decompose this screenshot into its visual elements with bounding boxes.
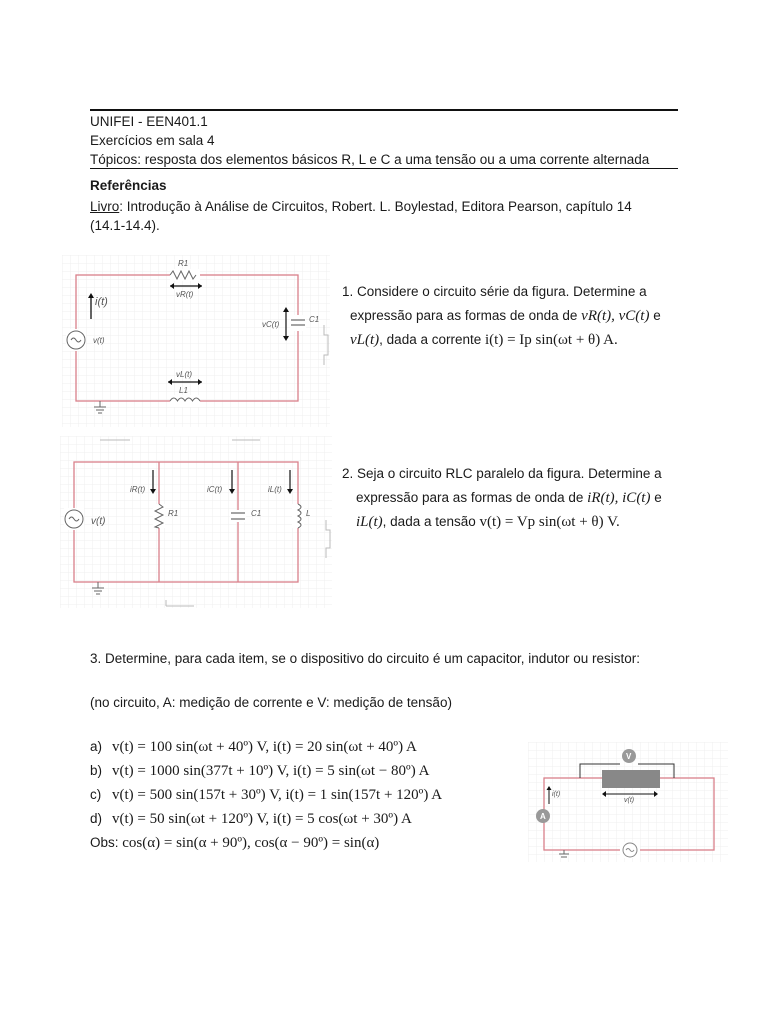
q3-item: b) v(t) = 1000 sin(377t + 10º) V, i(t) = 5 sin(ωt − 80º) A — [90, 763, 430, 779]
unknown-device — [602, 770, 660, 788]
voltmeter-label: V — [626, 752, 632, 761]
fig1-r-label: R1 — [178, 259, 189, 268]
exercise-subtitle: Exercícios em sala 4 — [90, 133, 215, 148]
reference-book — [90, 198, 632, 215]
course-code: UNIFEI - EEN401.1 — [90, 114, 208, 129]
parallel-circuit-figure — [60, 436, 332, 608]
q3-obs: Obs: cos(α) = sin(α + 90º), cos(α − 90º) = sin(α) — [90, 835, 380, 851]
series-circuit-figure — [62, 255, 330, 427]
fig2-v-label: v(t) — [91, 516, 106, 527]
top-rule — [90, 109, 678, 111]
ammeter-label: A — [540, 812, 546, 821]
reference-sections: (14.1-14.4). — [90, 218, 160, 233]
fig1-vl-label: vL(t) — [176, 370, 192, 379]
q3-item: c) v(t) = 500 sin(157t + 30º) V, i(t) = 1 sin(157t + 120º) A — [90, 787, 443, 803]
book-text: : Introdução à Análise de Circuitos, Robert. L. Boylestad, Editora Pearson, — [119, 199, 563, 214]
book-chapter: capítulo 14 — [562, 199, 632, 214]
fig1-c-label: C1 — [309, 315, 320, 324]
fig1-l-label: L1 — [179, 386, 188, 395]
fig2-ic-label: iC(t) — [207, 485, 223, 494]
question-3-items — [90, 738, 510, 858]
question-1 — [342, 280, 678, 352]
fig2-il-label: iL(t) — [268, 485, 282, 494]
topics-line: Tópicos: resposta dos elementos básicos R, L e C a uma tensão ou a uma corrente alternada — [90, 152, 650, 167]
q1-line2: expressão para as formas de onda de vR(t), vC(t) e — [350, 308, 661, 324]
fig1-vc-label: vC(t) — [262, 320, 280, 329]
fig1-vr-label: vR(t) — [176, 290, 194, 299]
q1-line3: vL(t), dada a corrente i(t) = Ip sin(ωt + θ) A. — [350, 332, 618, 348]
question-2 — [342, 462, 678, 534]
references-heading: Referências — [90, 178, 167, 193]
q1-line1: 1. Considere o circuito série da figura. Determine a — [342, 284, 647, 299]
fig3-v-label: v(t) — [624, 797, 635, 804]
topics-underline — [90, 168, 678, 169]
q2-line2: expressão para as formas de onda de iR(t), iC(t) e — [356, 490, 662, 506]
fig1-i-label: i(t) — [95, 296, 108, 308]
q2-line1: 2. Seja o circuito RLC paralelo da figura. Determine a — [342, 466, 662, 481]
question-3-note: (no circuito, A: medição de corrente e V: medição de tensão) — [90, 695, 452, 710]
q2-line3: iL(t), dada a tensão v(t) = Vp sin(ωt + θ) V. — [356, 514, 620, 530]
fig2-r-label: R1 — [168, 509, 179, 518]
question-3-statement: 3. Determine, para cada item, se o dispositivo do circuito é um capacitor, indutor ou resistor: — [90, 651, 641, 666]
fig2-c-label: C1 — [251, 509, 262, 518]
measurement-circuit-figure — [528, 742, 728, 862]
fig2-ir-label: iR(t) — [130, 485, 146, 494]
fig1-v-label: v(t) — [93, 336, 105, 345]
q3-item: a) v(t) = 100 sin(ωt + 40º) V, i(t) = 20 sin(ωt + 40º) A — [90, 739, 417, 755]
fig3-i-label: i(t) — [552, 791, 561, 798]
book-label: Livro — [90, 199, 120, 214]
q3-item: d) v(t) = 50 sin(ωt + 120º) V, i(t) = 5 cos(ωt + 30º) A — [90, 811, 412, 827]
fig2-l-label: L — [306, 509, 311, 518]
